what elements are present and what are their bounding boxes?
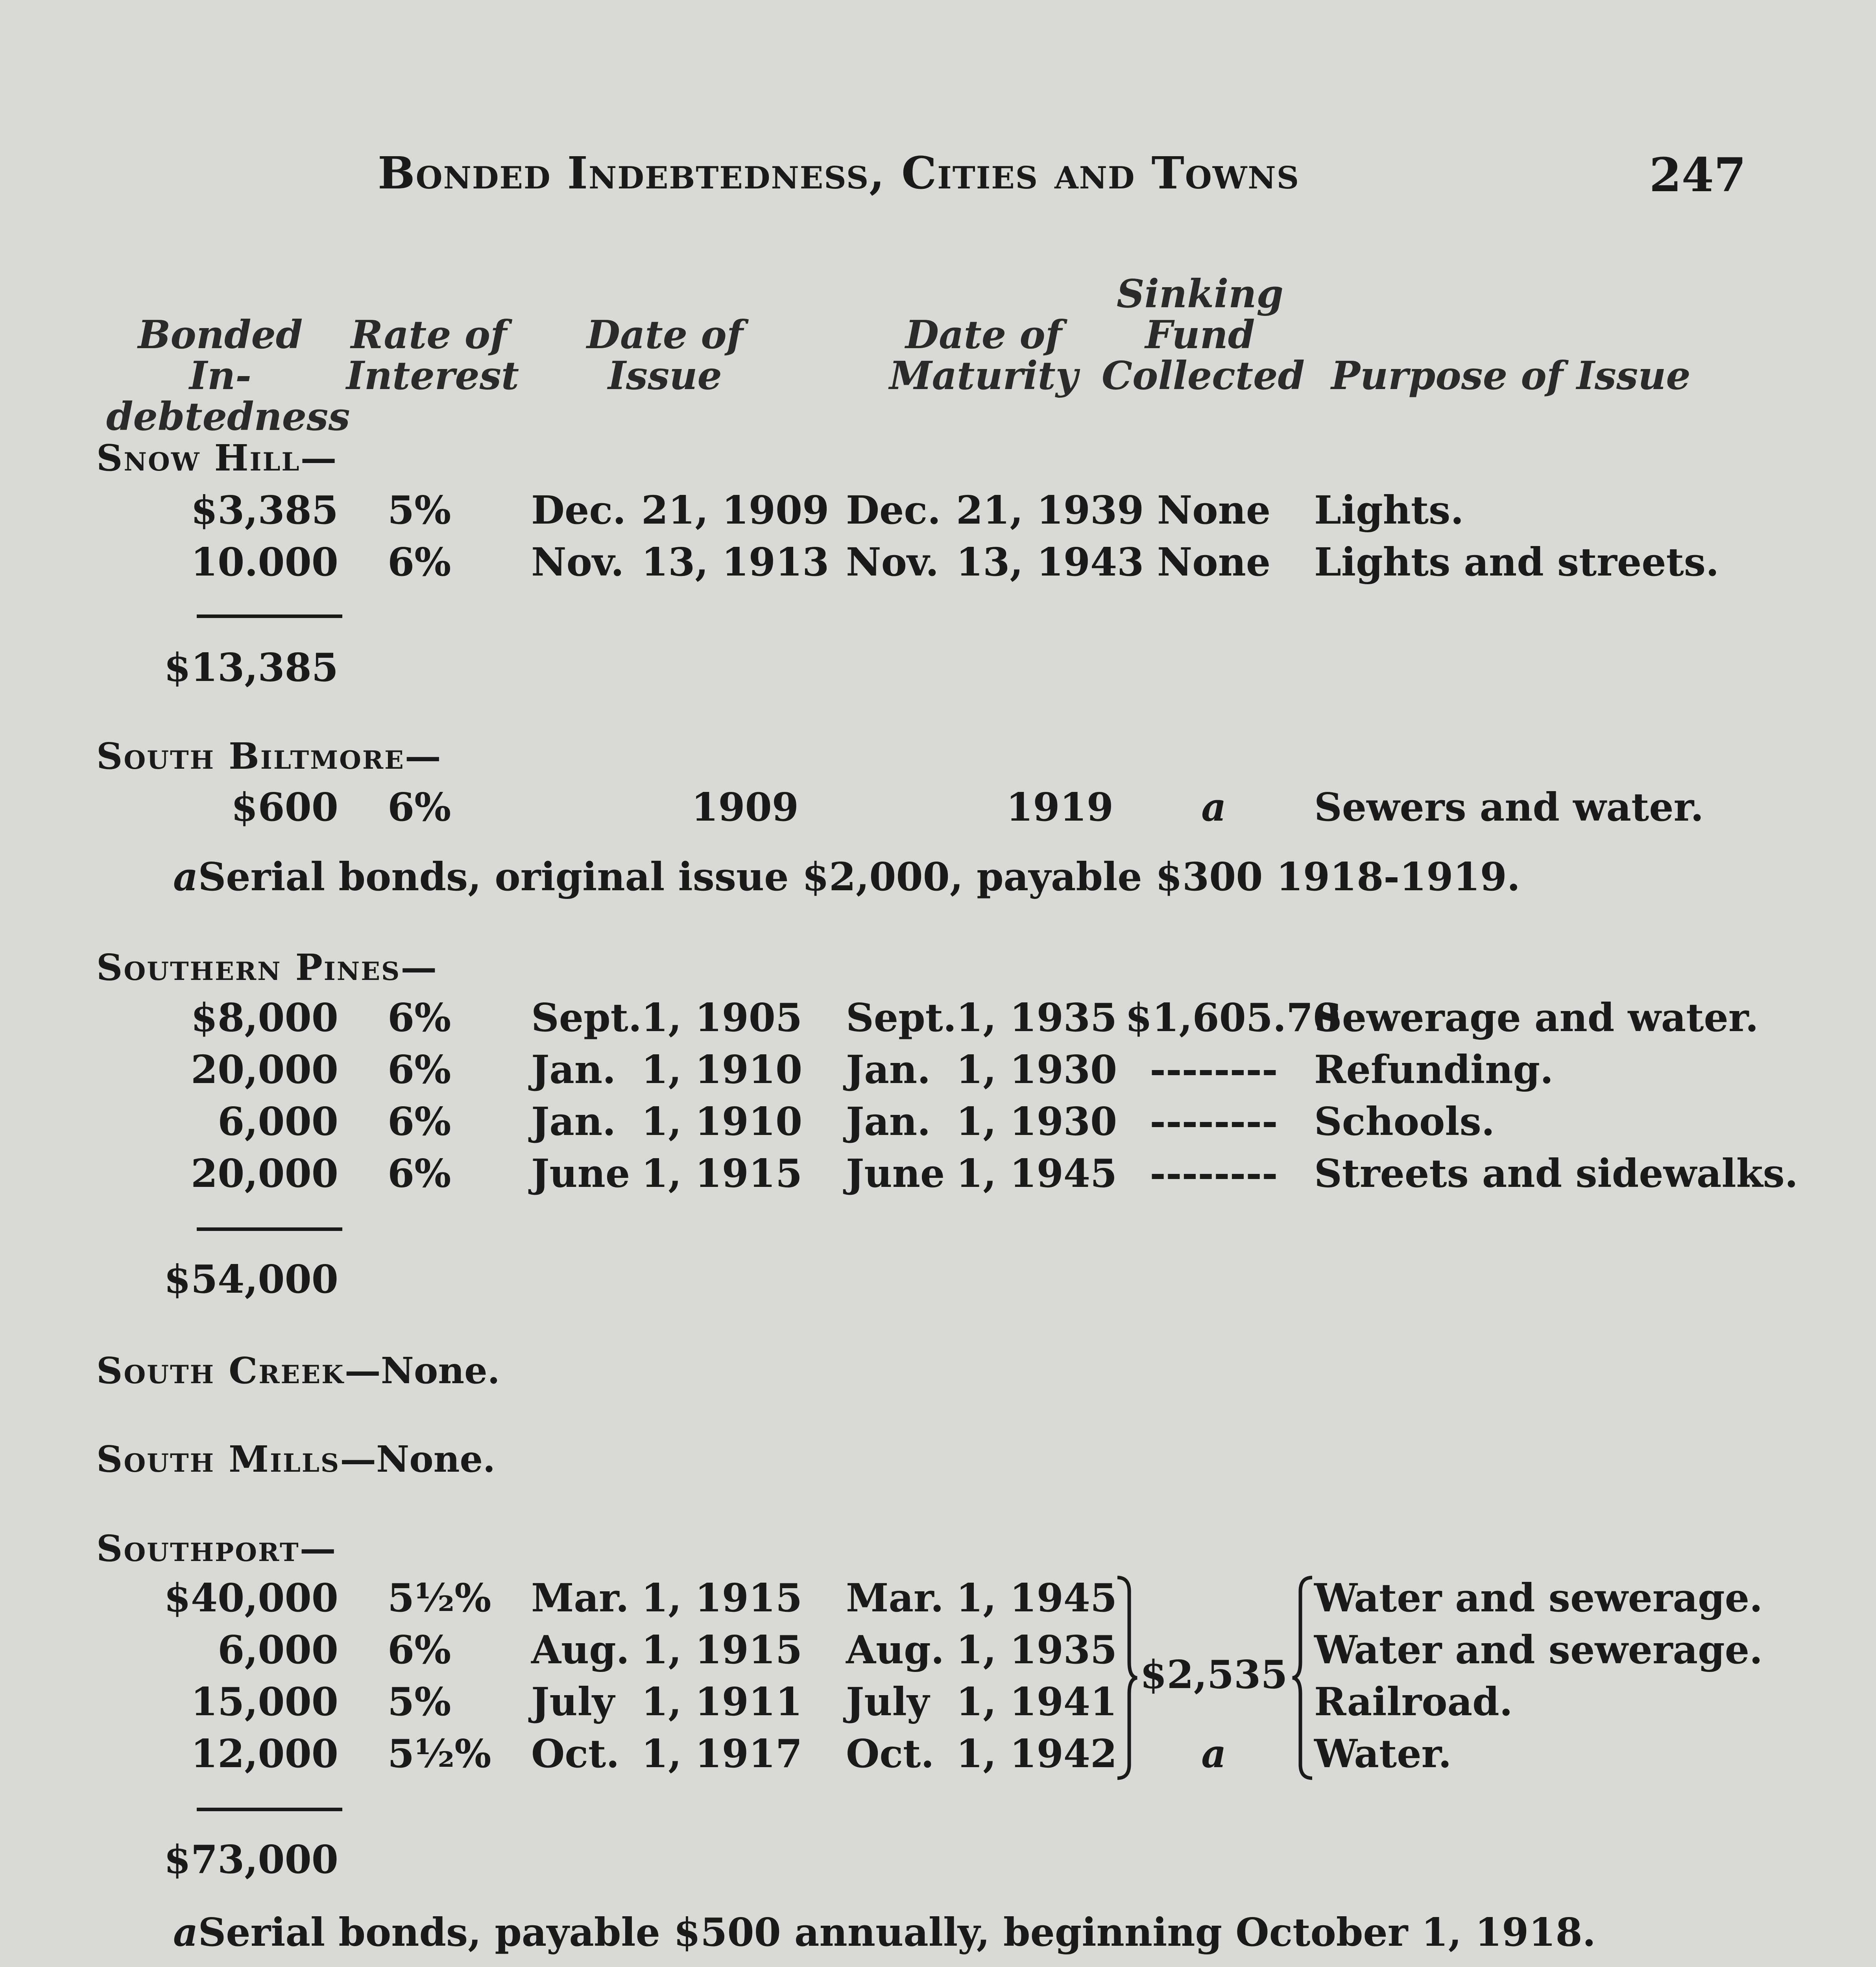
purpose: Lights.	[1314, 488, 1464, 533]
total-rule	[197, 1227, 342, 1231]
maturity-date: 13, 1943	[956, 540, 1144, 585]
purpose: Refunding.	[1314, 1047, 1554, 1092]
sinking-fund: a	[1201, 1731, 1226, 1777]
sinking-fund: $1,605.70	[1125, 995, 1340, 1041]
maturity-month: July	[846, 1679, 929, 1725]
sinking-fund: a	[1201, 785, 1226, 830]
maturity-date: 1, 1930	[956, 1047, 1117, 1092]
total-rule	[197, 1808, 342, 1811]
issue-month: Oct.	[531, 1731, 620, 1777]
running-head: Bonded Indebtedness, Cities and Towns	[378, 148, 1300, 199]
town-heading: Southern Pines—	[96, 946, 437, 989]
issue-month: June	[531, 1151, 630, 1196]
interest-rate: 5%	[388, 488, 451, 533]
issue-date: 1, 1905	[641, 995, 803, 1041]
sinking-fund: --------	[1150, 1151, 1278, 1196]
sinking-fund-combined: $2,535	[1140, 1652, 1288, 1698]
town-total: $13,385	[164, 645, 338, 690]
maturity-month: Sept.	[846, 995, 957, 1041]
maturity-month: June	[846, 1151, 945, 1196]
purpose: Sewers and water.	[1314, 785, 1704, 830]
maturity-date: 1, 1935	[956, 1627, 1117, 1673]
maturity-month: Aug.	[846, 1627, 944, 1673]
issue-date: 1, 1910	[641, 1047, 803, 1092]
maturity-date: 1919	[1006, 785, 1113, 830]
town-heading: South Biltmore—	[96, 735, 441, 777]
column-purpose-of-issue: Purpose of Issue	[1331, 353, 1691, 399]
town-heading: Snow Hill—	[96, 437, 337, 479]
issue-month: Nov.	[531, 540, 624, 585]
town-heading: South Mills—None.	[96, 1438, 496, 1480]
interest-rate: 6%	[388, 1151, 451, 1196]
bond-amount: $600	[231, 785, 338, 830]
bond-amount: 20,000	[190, 1047, 338, 1092]
bond-amount: $3,385	[190, 488, 338, 533]
sinking-fund: --------	[1150, 1099, 1278, 1144]
interest-rate: 6%	[388, 1047, 451, 1092]
page-number: 247	[1649, 148, 1746, 202]
maturity-date: 1, 1930	[956, 1099, 1117, 1144]
purpose: Lights and streets.	[1314, 540, 1719, 585]
town-total: $73,000	[164, 1837, 338, 1882]
issue-date: 13, 1913	[641, 540, 829, 585]
issue-date: 21, 1909	[641, 488, 829, 533]
issue-date: 1, 1917	[641, 1731, 803, 1777]
column-sinking-fund-collected: Sinking Fund Collected	[1102, 271, 1305, 399]
issue-month: July	[531, 1679, 615, 1725]
issue-month: Sept.	[531, 995, 642, 1041]
column-date-of-issue: Date of Issue	[587, 312, 743, 399]
bond-amount: 6,000	[218, 1627, 338, 1673]
maturity-month: Oct.	[846, 1731, 934, 1777]
interest-rate: 5½%	[388, 1731, 491, 1777]
issue-date: 1, 1915	[641, 1151, 803, 1196]
maturity-month: Nov.	[846, 540, 939, 585]
interest-rate: 6%	[388, 785, 451, 830]
maturity-month: Mar.	[846, 1576, 944, 1621]
column-date-of-maturity: Date of Maturity	[889, 312, 1078, 399]
bond-amount: 12,000	[190, 1731, 338, 1777]
maturity-date: 1, 1945	[956, 1151, 1117, 1196]
bond-amount: 10.000	[190, 540, 338, 585]
sinking-fund: None	[1157, 488, 1271, 533]
maturity-date: 1, 1945	[956, 1576, 1117, 1621]
interest-rate: 6%	[388, 1627, 451, 1673]
purpose: Sewerage and water.	[1314, 995, 1759, 1041]
sinking-fund: None	[1157, 540, 1271, 585]
purpose: Streets and sidewalks.	[1314, 1151, 1798, 1196]
maturity-month: Dec.	[846, 488, 941, 533]
bond-amount: $8,000	[190, 995, 338, 1041]
maturity-date: 1, 1941	[956, 1679, 1117, 1725]
purpose: Water and sewerage.	[1314, 1627, 1763, 1673]
total-rule	[197, 614, 342, 618]
issue-month: Jan.	[531, 1047, 616, 1092]
left-brace	[1291, 1576, 1314, 1780]
bond-amount: $40,000	[164, 1576, 338, 1621]
maturity-month: Jan.	[846, 1099, 931, 1144]
purpose: Water and sewerage.	[1314, 1576, 1763, 1621]
interest-rate: 6%	[388, 995, 451, 1041]
sinking-fund: --------	[1150, 1047, 1278, 1092]
issue-date: 1909	[691, 785, 799, 830]
column-rate-of-interest: Rate of Interest	[346, 312, 519, 399]
issue-month: Mar.	[531, 1576, 629, 1621]
bond-amount: 20,000	[190, 1151, 338, 1196]
interest-rate: 5%	[388, 1679, 451, 1725]
column-bonded-indebtedness: Bonded In- debtedness	[106, 312, 350, 439]
footnote: aSerial bonds, original issue $2,000, payable $300 1918-1919.	[173, 854, 1520, 900]
purpose: Water.	[1314, 1731, 1452, 1777]
purpose: Schools.	[1314, 1099, 1495, 1144]
issue-month: Aug.	[531, 1627, 630, 1673]
town-heading: Southport—	[96, 1527, 336, 1570]
issue-date: 1, 1915	[641, 1627, 803, 1673]
interest-rate: 5½%	[388, 1576, 491, 1621]
bond-amount: 6,000	[218, 1099, 338, 1144]
maturity-date: 1, 1935	[956, 995, 1117, 1041]
purpose: Railroad.	[1314, 1679, 1513, 1725]
footnote: aSerial bonds, payable $500 annually, beginning October 1, 1918.	[173, 1910, 1596, 1955]
interest-rate: 6%	[388, 1099, 451, 1144]
issue-date: 1, 1911	[641, 1679, 803, 1725]
town-heading: South Creek—None.	[96, 1349, 500, 1392]
issue-date: 1, 1910	[641, 1099, 803, 1144]
issue-month: Jan.	[531, 1099, 616, 1144]
bond-amount: 15,000	[190, 1679, 338, 1725]
interest-rate: 6%	[388, 540, 451, 585]
town-total: $54,000	[164, 1257, 338, 1302]
issue-date: 1, 1915	[641, 1576, 803, 1621]
maturity-date: 21, 1939	[956, 488, 1144, 533]
maturity-date: 1, 1942	[956, 1731, 1117, 1777]
issue-month: Dec.	[531, 488, 626, 533]
maturity-month: Jan.	[846, 1047, 931, 1092]
